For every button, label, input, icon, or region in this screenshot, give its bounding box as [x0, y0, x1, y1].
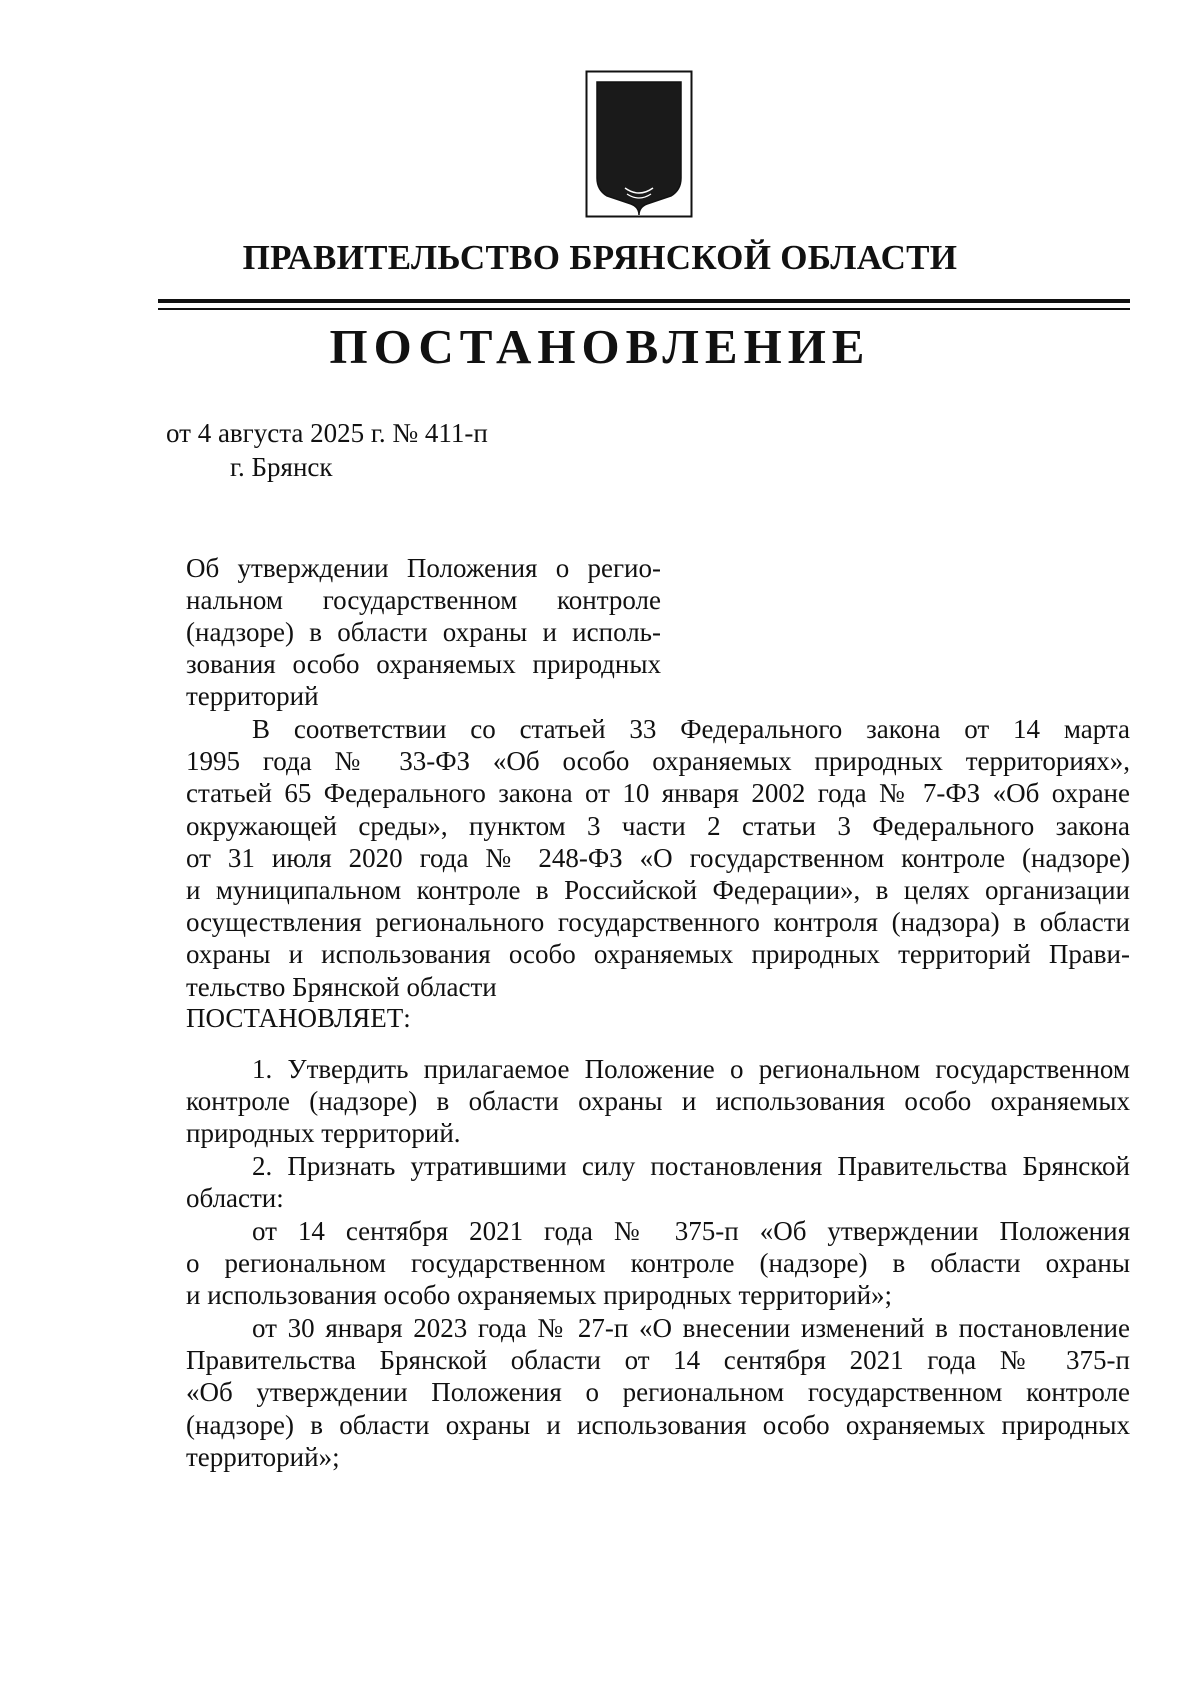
item-line: и использования особо охраняемых природных территорий»;	[186, 1280, 893, 1311]
government-title: ПРАВИТЕЛЬСТВО БРЯНСКОЙ ОБЛАСТИ	[242, 238, 958, 277]
preamble-line: охраны и использования особо охраняемых природных территорий Прави-	[186, 939, 1130, 970]
clause-line: 2. Признать утратившими силу постановления Правительства Брянской	[252, 1151, 1130, 1181]
header-rule-thick	[158, 299, 1130, 303]
subject-line: зования особо охраняемых природных	[186, 649, 661, 679]
date-number-line: от 4 августа 2025 г. № 411-п	[166, 418, 488, 448]
decree-word: ПОСТАНОВЛЯЕТ:	[186, 1003, 411, 1033]
clause-2	[186, 1150, 1130, 1214]
clause-line: контроле (надзоре) в области охраны и использования особо охраняемых	[186, 1086, 1130, 1117]
preamble-paragraph	[186, 713, 1130, 1003]
subject-line: (надзоре) в области охраны и исполь-	[186, 617, 661, 647]
item-line: Правительства Брянской области от 14 сентября 2021 года № 375-п	[186, 1345, 1130, 1376]
subject-line: нальном государственном контроле	[186, 585, 661, 615]
document-subject	[186, 552, 661, 712]
document-type-title: ПОСТАНОВЛЕНИЕ	[329, 319, 871, 374]
header-rule-thin	[158, 308, 1130, 310]
clause-line: области:	[186, 1183, 284, 1214]
coat-of-arms-emblem	[585, 70, 693, 218]
city-line: г. Брянск	[230, 452, 333, 482]
clause-line: природных территорий.	[186, 1118, 461, 1149]
preamble-line: тельство Брянской области	[186, 971, 497, 1002]
item-line: территорий»;	[186, 1441, 340, 1472]
item-line: (надзоре) в области охраны и использования особо охраняемых природных	[186, 1409, 1130, 1440]
item-line: от 14 сентября 2021 года № 375-п «Об утверждении Положения	[252, 1216, 1130, 1246]
preamble-line: 1995 года № 33-ФЗ «Об особо охраняемых природных территориях»,	[186, 746, 1130, 777]
preamble-line: от 31 июля 2020 года № 248-ФЗ «О государственном контроле (надзоре)	[186, 842, 1130, 873]
preamble-line: В соответствии со статьей 33 Федерального закона от 14 марта	[252, 714, 1130, 744]
clause-1	[186, 1053, 1130, 1150]
clause-line: 1. Утвердить прилагаемое Положение о региональном государственном	[252, 1054, 1130, 1084]
repealed-item-2	[186, 1312, 1130, 1473]
preamble-line: осуществления регионального государственного контроля (надзора) в области	[186, 907, 1130, 938]
subject-line: территорий	[186, 681, 319, 711]
item-line: о региональном государственном контроле (надзоре) в области охраны	[186, 1248, 1130, 1279]
repealed-item-1	[186, 1215, 1130, 1312]
preamble-line: статьей 65 Федерального закона от 10 января 2002 года № 7-ФЗ «Об охране	[186, 778, 1130, 809]
item-line: «Об утверждении Положения о региональном государственном контроле	[186, 1377, 1130, 1408]
preamble-line: окружающей среды», пунктом 3 части 2 статьи 3 Федерального закона	[186, 810, 1130, 841]
preamble-line: и муниципальном контроле в Российской Федерации», в целях организации	[186, 875, 1130, 906]
subject-line: Об утверждении Положения о регио-	[186, 553, 661, 583]
item-line: от 30 января 2023 года № 27-п «О внесении изменений в постановление	[252, 1313, 1130, 1343]
